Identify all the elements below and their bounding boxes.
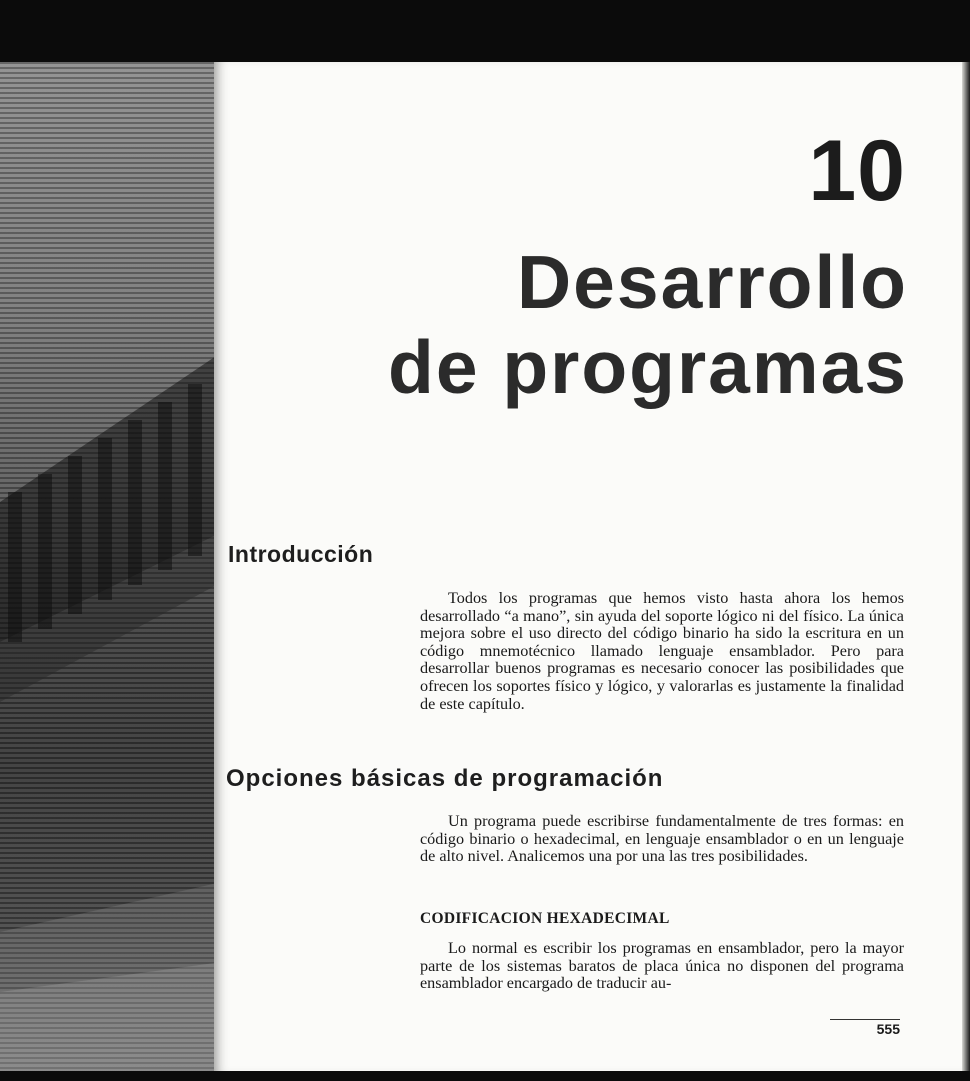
page-edge [962, 62, 970, 1072]
page-number: 555 [876, 1021, 900, 1037]
hex-paragraph: Lo normal es escribir los programas en ensamblador, pero la mayor parte de los sistemas baratos de placa única no disponen del programa ensamblador encargado de traducir au- [420, 939, 904, 993]
folio-rule [830, 1019, 900, 1020]
chapter-title-line-1: Desarrollo [517, 240, 908, 324]
options-paragraph: Un programa puede escribirse fundamentalmente de tres formas: en código binario o hexadecimal, en lenguaje ensamblador o en un lenguaje de alto nivel. Analicemos una por una las tres posibilidades. [420, 812, 904, 866]
staircase-railing-illustration [0, 62, 222, 1072]
scan-top-border [0, 0, 970, 64]
chapter-photo [0, 62, 222, 1072]
section-heading-opciones: Opciones básicas de programación [226, 765, 664, 792]
scan-bottom-border [0, 1071, 970, 1081]
subheading-codificacion-hexadecimal: CODIFICACION HEXADECIMAL [420, 910, 670, 927]
chapter-number: 10 [808, 123, 906, 219]
section-heading-introduccion: Introducción [228, 541, 374, 567]
chapter-title-line-2: de programas [388, 325, 908, 409]
intro-paragraph: Todos los programas que hemos visto hasta ahora los hemos desarrollado “a mano”, sin ayuda del soporte lógico ni del físico. La única mejora sobre el uso directo del código binario ha sido la escritura en un código mnemotécnico llamado lenguaje ensamblador. Pero para desarrollar buenos programas es necesario conocer las posibilidades que ofrecen los soportes físico y lógico, y valorarlas es justamente la finalidad de este capítulo. [420, 589, 904, 713]
